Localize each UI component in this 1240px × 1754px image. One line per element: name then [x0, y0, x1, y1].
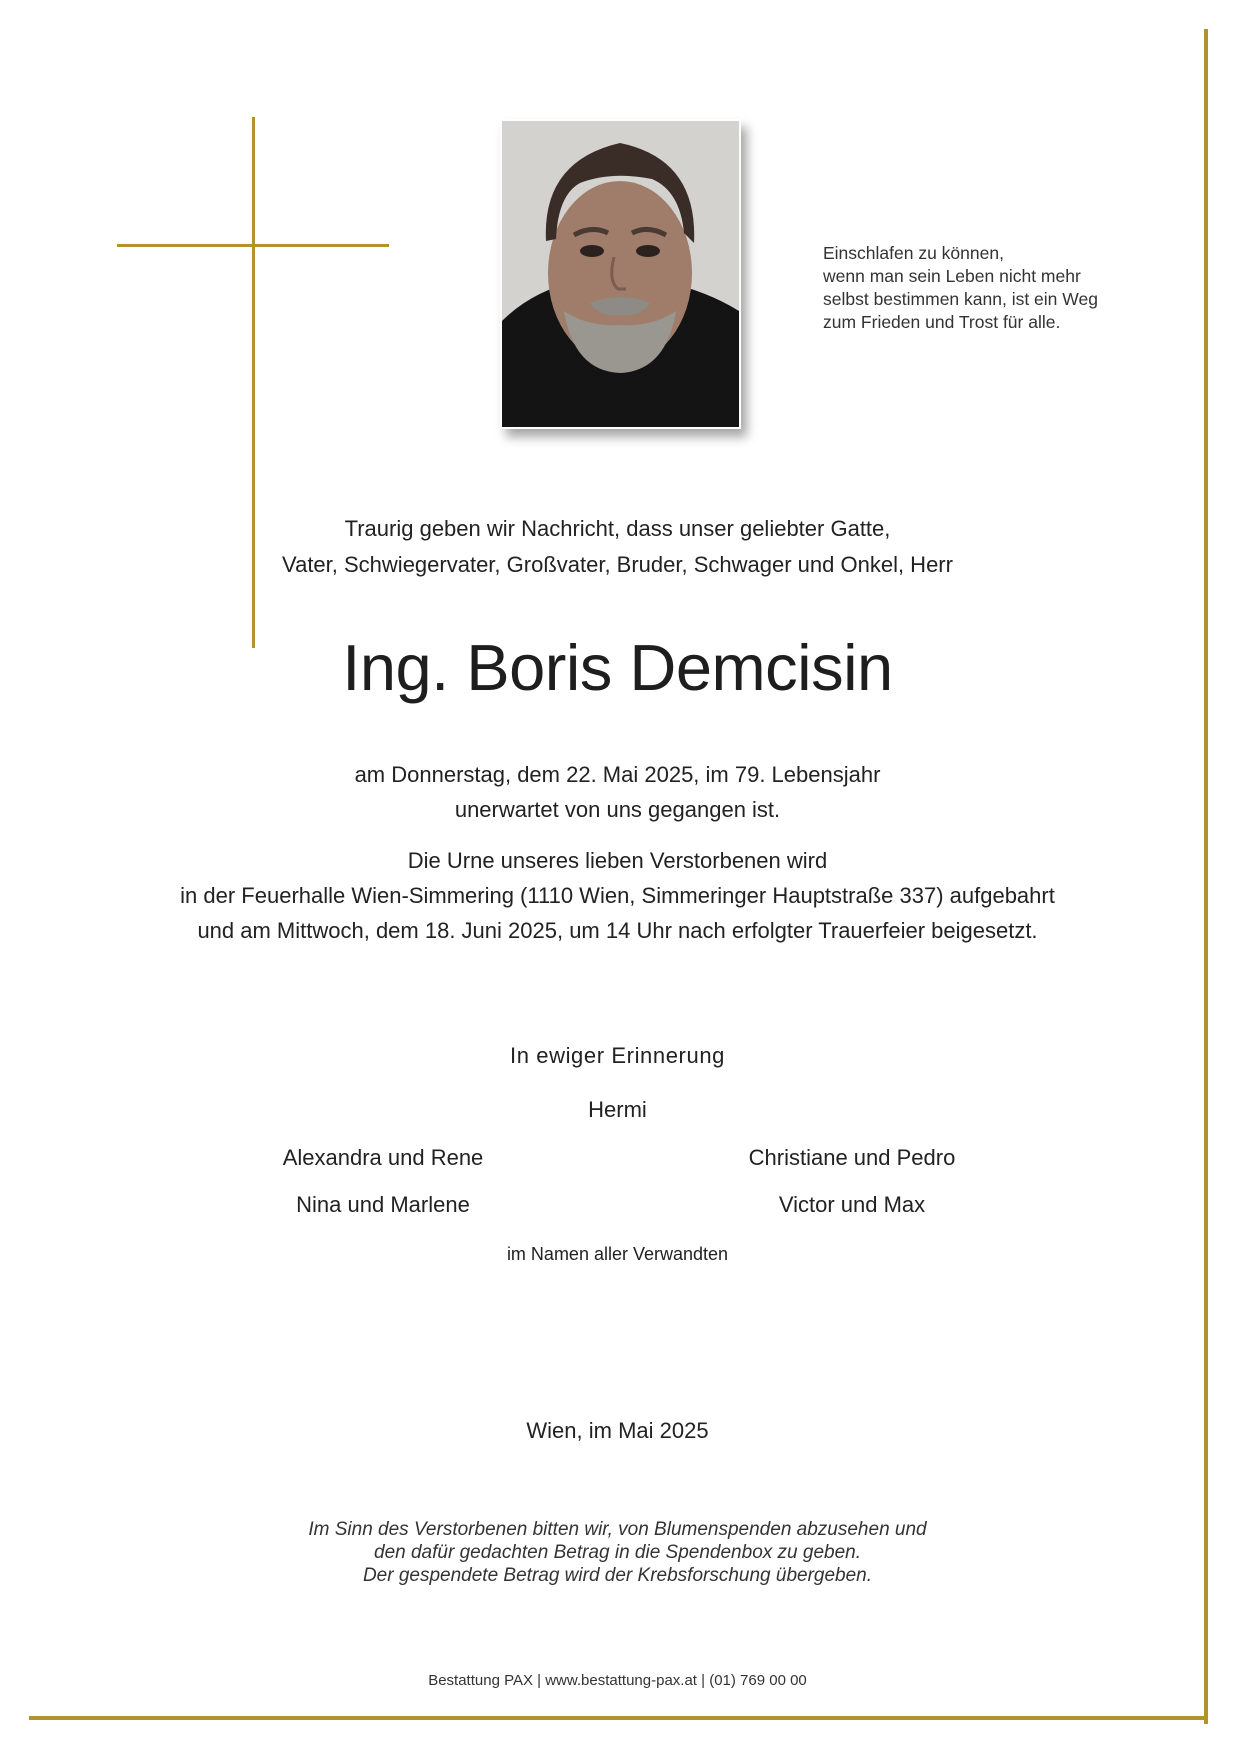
- mourner-left-2: Nina und Marlene: [296, 1192, 470, 1217]
- footer-contact: Bestattung PAX | www.bestattung-pax.at | (01) 769 00 00: [428, 1672, 807, 1689]
- place-date: Wien, im Mai 2025: [526, 1418, 709, 1443]
- portrait-photo: [500, 119, 741, 429]
- donation-line: Der gespendete Betrag wird der Krebsforschung übergeben.: [362, 1565, 873, 1586]
- donation-note: [130, 1518, 1105, 1587]
- death-line: am Donnerstag, dem 22. Mai 2025, im 79. Lebensjahr: [354, 762, 881, 787]
- quote-line: wenn man sein Leben nicht mehr: [823, 266, 1081, 286]
- burial-info: [130, 843, 1105, 948]
- cross-horizontal-bar: [117, 244, 389, 247]
- donation-line: Im Sinn des Verstorbenen bitten wir, von Blumenspenden abzusehen und: [308, 1519, 927, 1540]
- deceased-name: Ing. Boris Demcisin: [342, 631, 893, 704]
- quote-line: zum Frieden und Trost für alle.: [823, 312, 1061, 332]
- relatives-note: im Namen aller Verwandten: [506, 1244, 729, 1264]
- intro-line: Vater, Schwiegervater, Großvater, Bruder, Schwager und Onkel, Herr: [282, 552, 953, 577]
- portrait-photo-icon: [502, 121, 739, 427]
- burial-line: in der Feuerhalle Wien-Simmering (1110 Wien, Simmeringer Hauptstraße 337) aufgebahrt: [180, 883, 1055, 908]
- memory-heading: In ewiger Erinnerung: [509, 1043, 725, 1068]
- spouse-name: Hermi: [588, 1097, 647, 1122]
- mourner-right-1: Christiane und Pedro: [748, 1145, 956, 1170]
- frame-bottom-border: [29, 1716, 1208, 1720]
- intro-line: Traurig geben wir Nachricht, dass unser geliebter Gatte,: [344, 516, 891, 541]
- mourner-right-2: Victor und Max: [778, 1192, 926, 1217]
- quote-line: Einschlafen zu können,: [823, 243, 1004, 263]
- mourner-left-1: Alexandra und Rene: [282, 1145, 484, 1170]
- intro-text: [130, 511, 1105, 583]
- quote-line: selbst bestimmen kann, ist ein Weg: [823, 289, 1098, 309]
- death-line: unerwartet von uns gegangen ist.: [454, 797, 781, 822]
- frame-right-border: [1204, 29, 1208, 1724]
- death-info: [130, 757, 1105, 827]
- burial-line: Die Urne unseres lieben Verstorbenen wird: [407, 848, 828, 873]
- donation-line: den dafür gedachten Betrag in die Spendenbox zu geben.: [374, 1542, 861, 1563]
- burial-line: und am Mittwoch, dem 18. Juni 2025, um 14 Uhr nach erfolgter Trauerfeier beigesetzt.: [197, 918, 1038, 943]
- poem-quote: [823, 242, 1143, 334]
